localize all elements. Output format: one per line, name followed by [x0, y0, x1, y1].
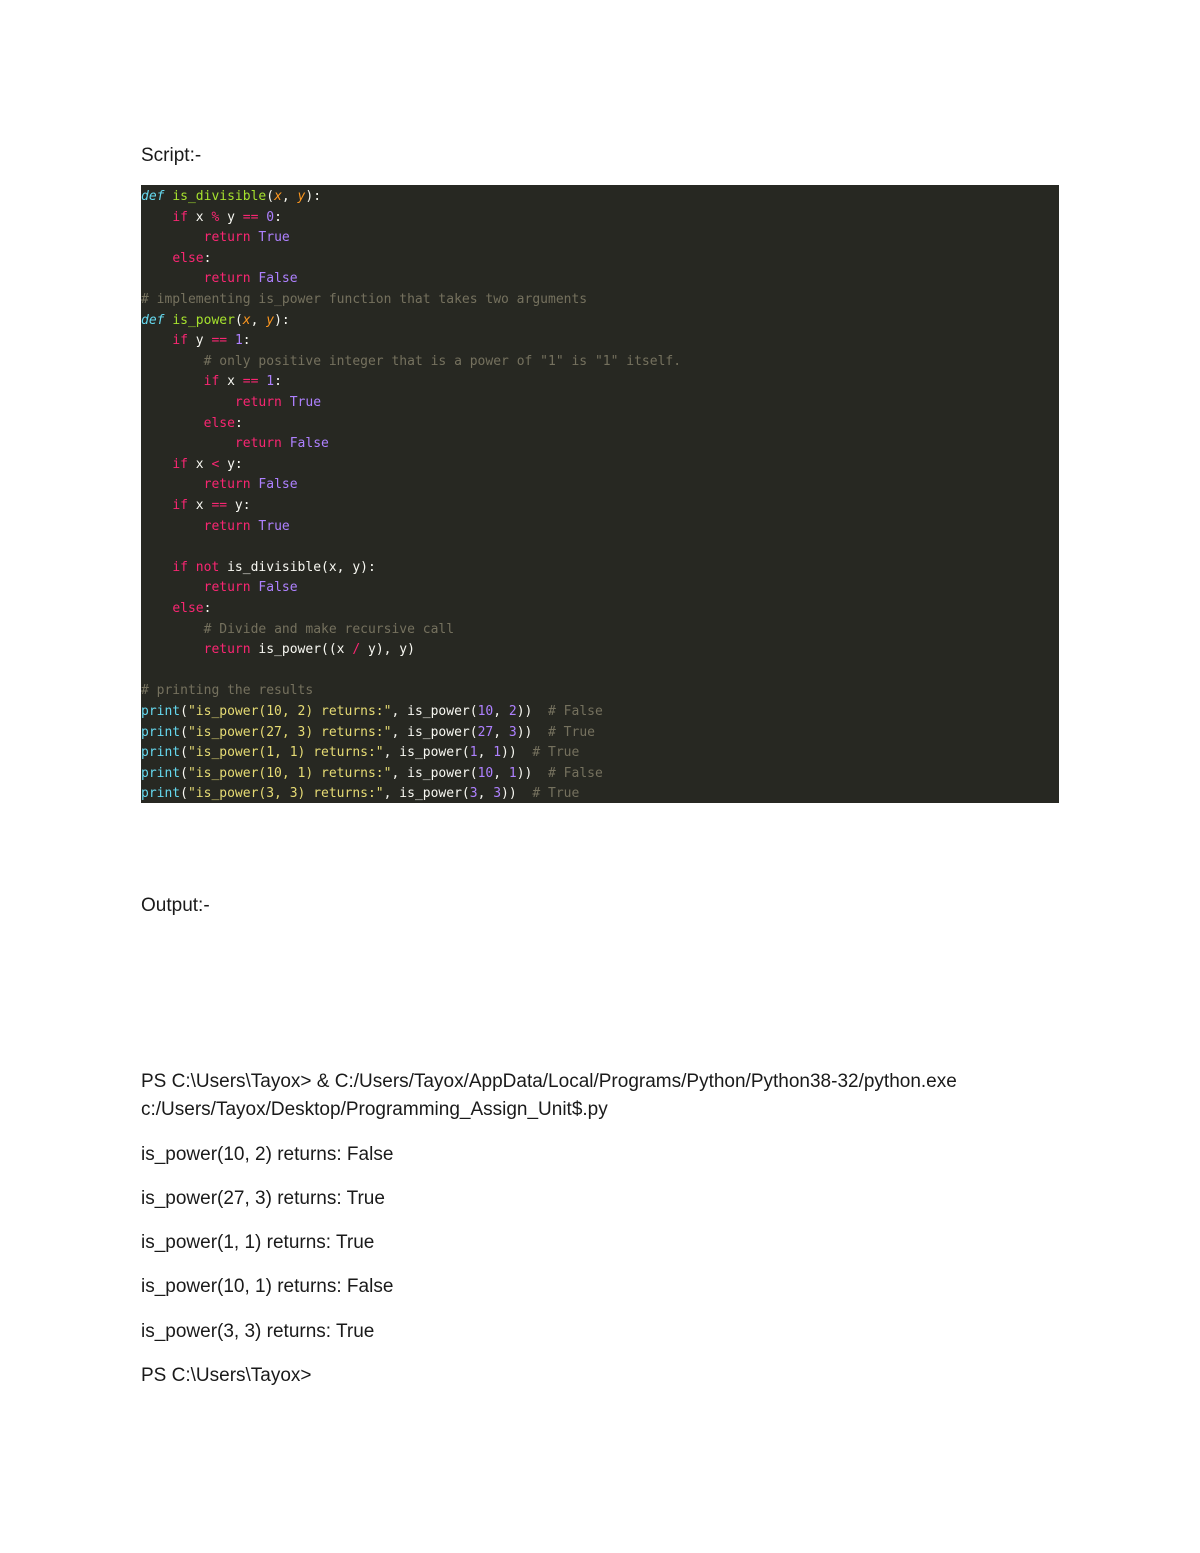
code-token: # Divide and make recursive call — [203, 621, 455, 637]
code-line — [141, 558, 376, 578]
code-token: 3 — [493, 786, 502, 802]
code-token: return — [203, 518, 251, 534]
code-token — [282, 436, 290, 451]
code-token: 3 — [508, 724, 517, 740]
code-token: , — [477, 745, 494, 761]
code-token: True — [289, 395, 322, 410]
code-token: 3 — [469, 786, 478, 802]
code-token: : — [203, 250, 212, 266]
code-token: False — [258, 580, 298, 596]
output-final-prompt: PS C:\Users\Tayox> — [141, 1365, 312, 1386]
code-token: : — [203, 601, 212, 616]
code-line — [141, 208, 282, 228]
code-token — [227, 333, 235, 348]
code-token: x — [219, 374, 243, 390]
code-token: if — [172, 498, 188, 513]
code-token: return — [234, 436, 282, 452]
code-token: False — [289, 436, 329, 452]
code-line — [141, 352, 681, 372]
code-line — [141, 187, 321, 207]
code-token — [188, 560, 196, 575]
code-token: == — [242, 209, 259, 225]
code-token — [141, 416, 204, 431]
code-token — [141, 436, 235, 451]
code-line — [141, 269, 298, 289]
code-token — [141, 457, 172, 472]
code-line — [141, 702, 603, 722]
code-token: , — [493, 704, 509, 719]
code-token: : — [242, 333, 251, 349]
code-token: : — [274, 374, 282, 390]
code-token: if — [172, 333, 188, 349]
output-command-line-1: PS C:\Users\Tayox> & C:/Users/Tayox/AppData/Local/Programs/Python/Python38-32/python.exe — [141, 1071, 957, 1092]
code-token: # only positive integer that is a power of "1" is "1" itself. — [203, 353, 682, 369]
code-token: False — [258, 271, 298, 287]
code-token: , — [281, 189, 298, 204]
code-token — [141, 333, 172, 348]
code-token: 2 — [508, 704, 517, 719]
code-line — [141, 681, 313, 701]
code-token: return — [203, 477, 251, 493]
code-line — [141, 764, 603, 784]
code-line — [141, 249, 211, 269]
code-token: is_divisible — [172, 189, 267, 204]
code-token — [141, 580, 204, 595]
code-line — [141, 311, 290, 331]
code-token: def — [141, 189, 165, 204]
code-token: 0 — [266, 209, 275, 225]
code-token: "is_power(27, 3) returns:" — [187, 724, 392, 740]
script-label: Script:- — [141, 145, 202, 166]
code-token: )) — [516, 704, 549, 719]
code-token: x — [187, 209, 212, 225]
output-command-line-2: c:/Users/Tayox/Desktop/Programming_Assign_Unit$.py — [141, 1099, 608, 1120]
code-token: : — [234, 415, 243, 431]
code-token: y — [266, 312, 275, 328]
code-token: , — [493, 765, 509, 781]
code-token: False — [258, 477, 298, 493]
code-token: x — [242, 312, 251, 328]
code-token: # printing the results — [141, 683, 314, 699]
code-token — [282, 395, 290, 410]
code-token: == — [211, 333, 228, 349]
code-token: % — [211, 209, 220, 225]
code-token: 1 — [266, 374, 275, 390]
code-token: )) — [516, 765, 549, 781]
code-line — [141, 723, 595, 743]
code-token: True — [258, 230, 290, 246]
code-token: ( — [234, 312, 243, 328]
code-token: : — [274, 209, 282, 225]
output-result-4: is_power(10, 1) returns: False — [141, 1276, 394, 1297]
code-token: "is_power(3, 3) returns:" — [187, 786, 384, 802]
code-token: x — [274, 189, 282, 204]
code-token: else — [172, 601, 204, 616]
code-token: return — [203, 230, 251, 246]
code-line — [141, 640, 415, 660]
code-token: < — [211, 456, 220, 472]
code-token: 27 — [477, 724, 494, 740]
code-token: ( — [266, 189, 275, 204]
code-token: , is_power( — [391, 765, 478, 781]
code-token: # False — [548, 765, 603, 781]
code-token: # True — [532, 745, 580, 761]
code-token: y — [297, 189, 306, 204]
code-token: )) — [516, 724, 549, 740]
code-token: else — [172, 250, 204, 266]
code-token: "is_power(10, 2) returns:" — [187, 704, 392, 719]
output-label: Output:- — [141, 895, 210, 916]
code-token: y: — [219, 456, 243, 472]
code-token — [141, 271, 204, 286]
code-token: 1 — [493, 745, 502, 761]
code-token: print — [141, 724, 181, 740]
code-token: ( — [180, 765, 188, 781]
code-token: , — [250, 312, 267, 328]
code-token: if — [203, 374, 220, 390]
code-token: print — [141, 704, 181, 719]
code-panel — [141, 185, 1059, 803]
code-token — [141, 210, 172, 225]
code-token — [141, 230, 204, 245]
code-token: return — [234, 395, 282, 410]
code-token: print — [141, 765, 181, 781]
code-token: y — [187, 333, 212, 349]
code-token: return — [203, 271, 251, 287]
code-token: ): — [274, 312, 290, 328]
code-token: def — [141, 312, 165, 328]
code-token: , is_power( — [391, 704, 478, 719]
code-token: , — [477, 786, 494, 802]
code-token: ): — [305, 189, 322, 204]
code-token: 10 — [477, 765, 494, 781]
code-token: x — [187, 456, 212, 472]
code-token: return — [203, 642, 251, 658]
code-token: "is_power(1, 1) returns:" — [187, 745, 384, 761]
code-token: print — [141, 745, 181, 761]
code-token: is_power((x — [250, 642, 353, 658]
code-line — [141, 372, 282, 392]
code-token: is_power — [172, 312, 235, 328]
code-token: ( — [180, 724, 188, 740]
code-token: if — [172, 456, 188, 472]
code-token: == — [211, 498, 228, 513]
code-token — [141, 601, 172, 616]
code-token: # True — [548, 724, 595, 740]
code-line — [141, 578, 298, 598]
code-token: # True — [532, 786, 580, 802]
code-token — [141, 354, 204, 369]
code-token: True — [258, 518, 290, 534]
code-token — [141, 498, 172, 513]
code-line — [141, 290, 587, 310]
code-token: , — [493, 724, 509, 740]
code-token: == — [242, 374, 259, 390]
code-token: is_divisible(x, y): — [219, 559, 376, 575]
code-token — [141, 477, 204, 492]
code-line — [141, 331, 251, 351]
code-line — [141, 599, 211, 619]
code-token: "is_power(10, 1) returns:" — [187, 765, 392, 781]
code-token: 1 — [508, 765, 517, 781]
code-token: )) — [501, 786, 533, 802]
code-line — [141, 784, 579, 803]
code-token: y: — [227, 498, 251, 513]
code-line — [141, 475, 298, 495]
code-token: x — [187, 498, 212, 513]
code-token: # implementing is_power function that takes two arguments — [141, 292, 588, 307]
code-line — [141, 743, 579, 763]
code-token: y), y) — [360, 642, 415, 658]
code-line — [141, 414, 243, 434]
code-line — [141, 496, 251, 516]
code-token: 10 — [477, 704, 494, 719]
code-token — [141, 622, 204, 637]
code-token: if — [172, 209, 188, 225]
code-line — [141, 620, 454, 640]
code-line — [141, 517, 290, 537]
code-token: else — [203, 415, 235, 431]
code-token: 1 — [469, 745, 478, 761]
code-token — [141, 251, 172, 266]
code-line — [141, 228, 290, 248]
code-token: , is_power( — [383, 745, 470, 761]
code-token: print — [141, 786, 181, 802]
output-result-2: is_power(27, 3) returns: True — [141, 1188, 385, 1209]
code-token: , is_power( — [391, 724, 478, 740]
code-token: ( — [180, 704, 188, 719]
code-token: , is_power( — [383, 786, 470, 802]
code-token — [141, 374, 204, 389]
code-line — [141, 434, 329, 454]
code-token — [141, 519, 204, 534]
code-token: / — [352, 642, 361, 658]
output-result-5: is_power(3, 3) returns: True — [141, 1321, 375, 1342]
code-line — [141, 455, 243, 475]
output-result-1: is_power(10, 2) returns: False — [141, 1144, 394, 1165]
code-token — [141, 560, 172, 575]
code-token — [141, 395, 235, 410]
code-token: if — [172, 559, 188, 575]
code-token: not — [195, 559, 220, 575]
output-result-3: is_power(1, 1) returns: True — [141, 1232, 375, 1253]
code-line — [141, 393, 321, 413]
code-token: # False — [548, 704, 603, 719]
code-token: y — [219, 209, 243, 225]
code-token: ( — [180, 786, 188, 802]
code-token: )) — [501, 745, 533, 761]
code-token: 1 — [234, 333, 243, 349]
code-token: ( — [180, 745, 188, 761]
code-token — [141, 642, 204, 657]
code-token: return — [203, 580, 251, 596]
